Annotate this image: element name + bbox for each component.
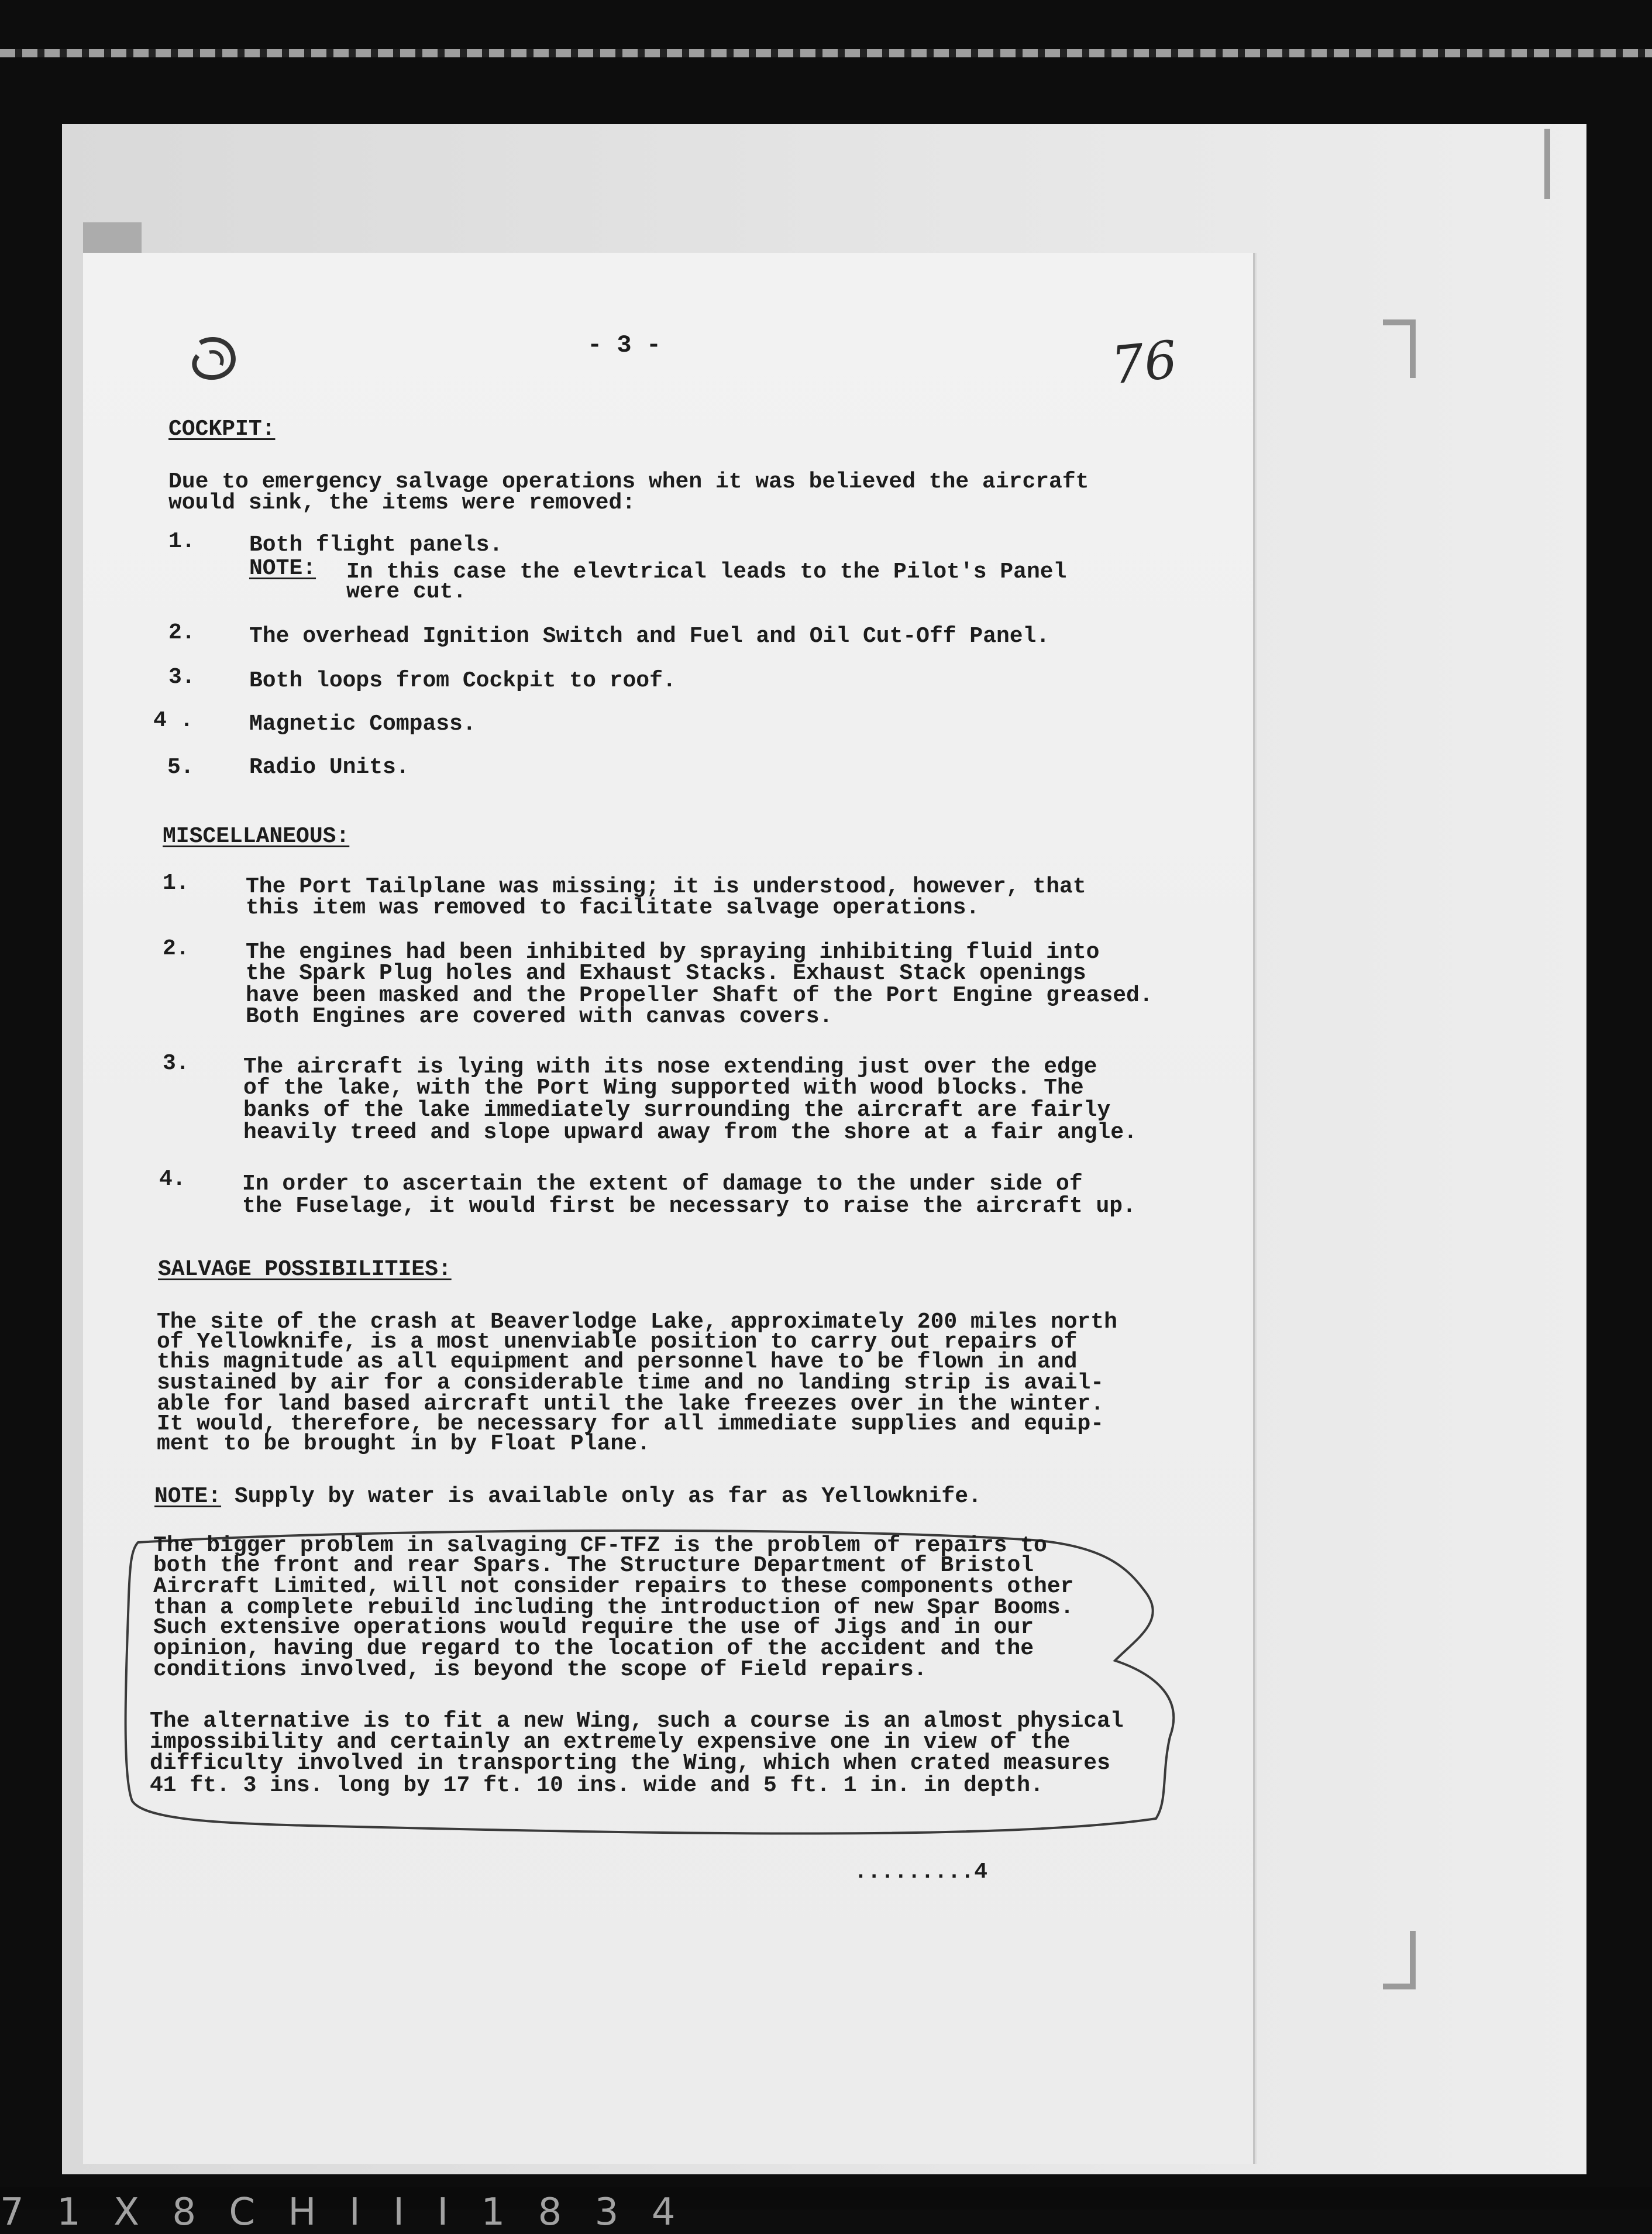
misc-item-2-line-3: have been masked and the Propeller Shaft of the Port Engine greased. — [246, 983, 1153, 1008]
salvage-para1-line-4: sustained by air for a considerable time and no landing strip is avail- — [157, 1370, 1104, 1396]
cockpit-note-line-1: In this case the elevtrical leads to the Pilot's Panel — [346, 559, 1067, 585]
cockpit-item-4-number: 4 . — [153, 708, 194, 733]
corner-crop-mark-bottom — [1383, 1931, 1416, 1989]
salvage-para2-line-5: Such extensive operations would require the use of Jigs and in our — [153, 1615, 1034, 1640]
cockpit-item-1-number: 1. — [168, 529, 195, 554]
misc-item-3-line-2: of the lake, with the Port Wing supported with wood blocks. The — [243, 1075, 1084, 1101]
salvage-para2-line-1: The bigger problem in salvaging CF-TFZ is the problem of repairs to — [153, 1533, 1047, 1558]
salvage-note-label: NOTE: — [154, 1484, 222, 1509]
cockpit-item-1-text: Both flight panels. — [249, 532, 503, 558]
page-number: - 3 - — [587, 331, 662, 359]
salvage-para3-line-3: difficulty involved in transporting the Wing, which when crated measures — [150, 1751, 1110, 1776]
misc-item-3-line-4: heavily treed and slope upward away from the shore at a fair angle. — [243, 1120, 1137, 1145]
misc-item-2-line-2: the Spark Plug holes and Exhaust Stacks. Exhaust Stack openings — [246, 961, 1086, 986]
cockpit-intro-line-1: Due to emergency salvage operations when it was believed the aircraft — [168, 469, 1089, 494]
cockpit-item-2-text: The overhead Ignition Switch and Fuel and Oil Cut-Off Panel. — [249, 624, 1050, 649]
salvage-para2-line-4: than a complete rebuild including the introduction of new Spar Booms. — [153, 1595, 1074, 1620]
salvage-para1-line-7: ment to be brought in by Float Plane. — [157, 1431, 651, 1456]
miscellaneous-heading: MISCELLANEOUS: — [163, 824, 350, 849]
handwritten-folio-number: 76 — [1108, 329, 1181, 396]
misc-item-4-line-2: the Fuselage, it would first be necessary to raise the aircraft up. — [242, 1194, 1136, 1219]
salvage-para2-line-2: both the front and rear Spars. The Structure Department of Bristol — [153, 1553, 1034, 1578]
salvage-para2-line-7: conditions involved, is beyond the scope of Field repairs. — [153, 1657, 927, 1682]
edge-mark — [1544, 129, 1550, 199]
circular-stamp-mark — [188, 335, 243, 385]
salvage-para3-line-2: impossibility and certainly an extremely expensive one in view of the — [150, 1730, 1071, 1755]
cockpit-item-5-number: 5. — [167, 755, 194, 780]
misc-item-1-line-1: The Port Tailplane was missing; it is understood, however, that — [246, 874, 1086, 899]
cockpit-note-label: NOTE: — [249, 556, 316, 581]
salvage-para3-line-4: 41 ft. 3 ins. long by 17 ft. 10 ins. wide and 5 ft. 1 in. in depth. — [150, 1773, 1044, 1798]
salvage-note — [154, 1484, 982, 1510]
salvage-note-text: Supply by water is available only as far as Yellowknife. — [221, 1484, 982, 1509]
continuation-marker: .........4 — [854, 1860, 988, 1885]
cockpit-note-line-2: were cut. — [346, 579, 467, 604]
film-edge-scrawl: 7 1 X 8 C H I I I 1 8 3 4 — [0, 2191, 686, 2234]
cockpit-item-5-text: Radio Units. — [249, 755, 409, 780]
cockpit-item-4-text: Magnetic Compass. — [249, 712, 476, 737]
salvage-heading: SALVAGE POSSIBILITIES: — [158, 1257, 452, 1282]
misc-item-3-line-1: The aircraft is lying with its nose extending just over the edge — [243, 1054, 1097, 1080]
corner-crop-mark-top — [1383, 319, 1416, 378]
salvage-para1-line-6: It would, therefore, be necessary for all immediate supplies and equip- — [157, 1411, 1104, 1436]
salvage-para1-line-5: able for land based aircraft until the lake freezes over in the winter. — [157, 1391, 1104, 1417]
salvage-para1-line-1: The site of the crash at Beaverlodge Lake, approximately 200 miles north — [157, 1310, 1117, 1335]
salvage-para1-line-2: of Yellowknife, is a most unenviable position to carry out repairs of — [157, 1329, 1078, 1355]
cockpit-item-3-text: Both loops from Cockpit to roof. — [249, 668, 676, 693]
misc-item-2-number: 2. — [163, 936, 190, 961]
misc-item-2-line-1: The engines had been inhibited by spraying inhibiting fluid into — [246, 940, 1100, 965]
salvage-para3-line-1: The alternative is to fit a new Wing, such a course is an almost physical — [150, 1709, 1124, 1734]
misc-item-1-line-2: this item was removed to facilitate salvage operations. — [246, 895, 980, 920]
salvage-para1-line-3: this magnitude as all equipment and personnel have to be flown in and — [157, 1349, 1078, 1374]
misc-item-1-number: 1. — [163, 871, 190, 896]
misc-item-3-line-3: banks of the lake immediately surrounding the aircraft are fairly — [243, 1098, 1111, 1123]
cockpit-item-2-number: 2. — [168, 620, 195, 645]
misc-item-3-number: 3. — [163, 1051, 190, 1076]
misc-item-4-line-1: In order to ascertain the extent of damage to the under side of — [242, 1171, 1083, 1197]
salvage-para2-line-3: Aircraft Limited, will not consider repairs to these components other — [153, 1574, 1074, 1599]
cockpit-item-3-number: 3. — [168, 665, 195, 690]
salvage-para2-line-6: opinion, having due regard to the location of the accident and the — [153, 1636, 1034, 1661]
misc-item-2-line-4: Both Engines are covered with canvas covers. — [246, 1004, 833, 1029]
cockpit-heading: COCKPIT: — [168, 417, 276, 442]
film-edge-top — [0, 49, 1652, 57]
cockpit-intro-line-2: would sink, the items were removed: — [168, 490, 636, 515]
misc-item-4-number: 4. — [159, 1167, 186, 1192]
